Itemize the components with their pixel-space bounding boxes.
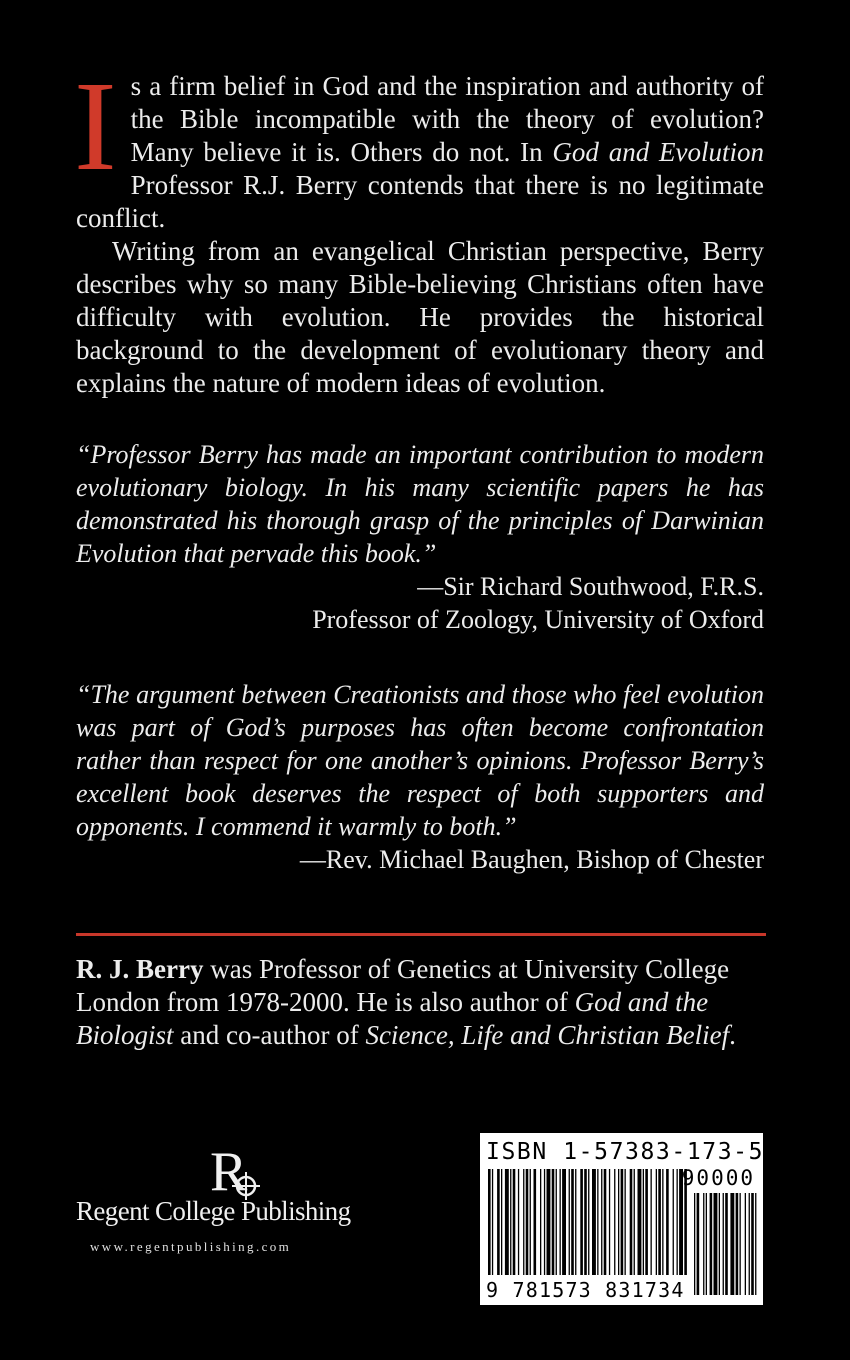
intro-paragraph xyxy=(74,55,764,235)
publisher-logo-icon xyxy=(196,1140,266,1202)
bio-text-a: was Professor of Genetics at University College London from 1978-2000. He is also author of xyxy=(76,954,730,1017)
endorsement-baughen xyxy=(76,678,764,876)
isbn-label: ISBN 1-57383-173-5 xyxy=(486,1139,765,1165)
endorsement-southwood xyxy=(76,438,764,636)
bio-paragraph xyxy=(76,953,764,1052)
intro-text-b: Professor R.J. Berry contends that there is no legitimate conflict. xyxy=(76,170,764,233)
drop-cap: I xyxy=(74,55,117,197)
book-title-italic: God and Evolution xyxy=(552,137,764,167)
quote-attribution: —Rev. Michael Baughen, Bishop of Chester xyxy=(299,845,764,874)
book-title-italic: Science, Life and Christian Belief xyxy=(365,1020,730,1050)
quote-text: “The argument between Creationists and those who feel evolution was part of God’s purposes has often become confrontation rather than respect for one another’s opinions. Professor Berry’s excellent book deserves the respect of both supporters and opponents. I commend it warmly to both.” xyxy=(76,680,764,841)
bio-text-c: . xyxy=(729,1020,736,1050)
author-bio xyxy=(76,953,764,1052)
publisher-name: Regent College Publishing xyxy=(76,1196,351,1226)
intro-text-a: s a firm belief in God and the inspiration and authority of the Bible incompatible with the theory of evolution? Many believe it is. Others do not. In xyxy=(130,71,764,167)
book-title-italic: God and the Biologist xyxy=(76,987,709,1050)
publisher-url: www.regentpublishing.com xyxy=(90,1239,292,1254)
price-code: 90000 xyxy=(681,1166,755,1190)
divider-rule xyxy=(76,933,766,936)
bio-text-b: and co-author of xyxy=(173,1020,366,1050)
quote-attribution: —Sir Richard Southwood, F.R.S. xyxy=(417,572,764,601)
isbn-barcode xyxy=(480,1133,763,1305)
author-name: R. J. Berry xyxy=(76,954,204,984)
second-paragraph: Writing from an evangelical Christian perspective, Berry describes why so many Bible-believing Christians often have difficulty with evolution. He provides the historical background to the development of evolutionary theory and explains the nature of modern ideas of evolution. xyxy=(76,236,764,398)
description-block xyxy=(74,55,764,400)
quote-text: “Professor Berry has made an important contribution to modern evolutionary biology. In his many scientific papers he has demonstrated his thorough grasp of the principles of Darwinian Evolution that pervade this book.” xyxy=(76,440,764,568)
logo-letter: R xyxy=(210,1141,248,1202)
ean-number: 9 781573 831734 xyxy=(486,1278,685,1302)
quote-attribution-title: Professor of Zoology, University of Oxford xyxy=(312,605,764,634)
